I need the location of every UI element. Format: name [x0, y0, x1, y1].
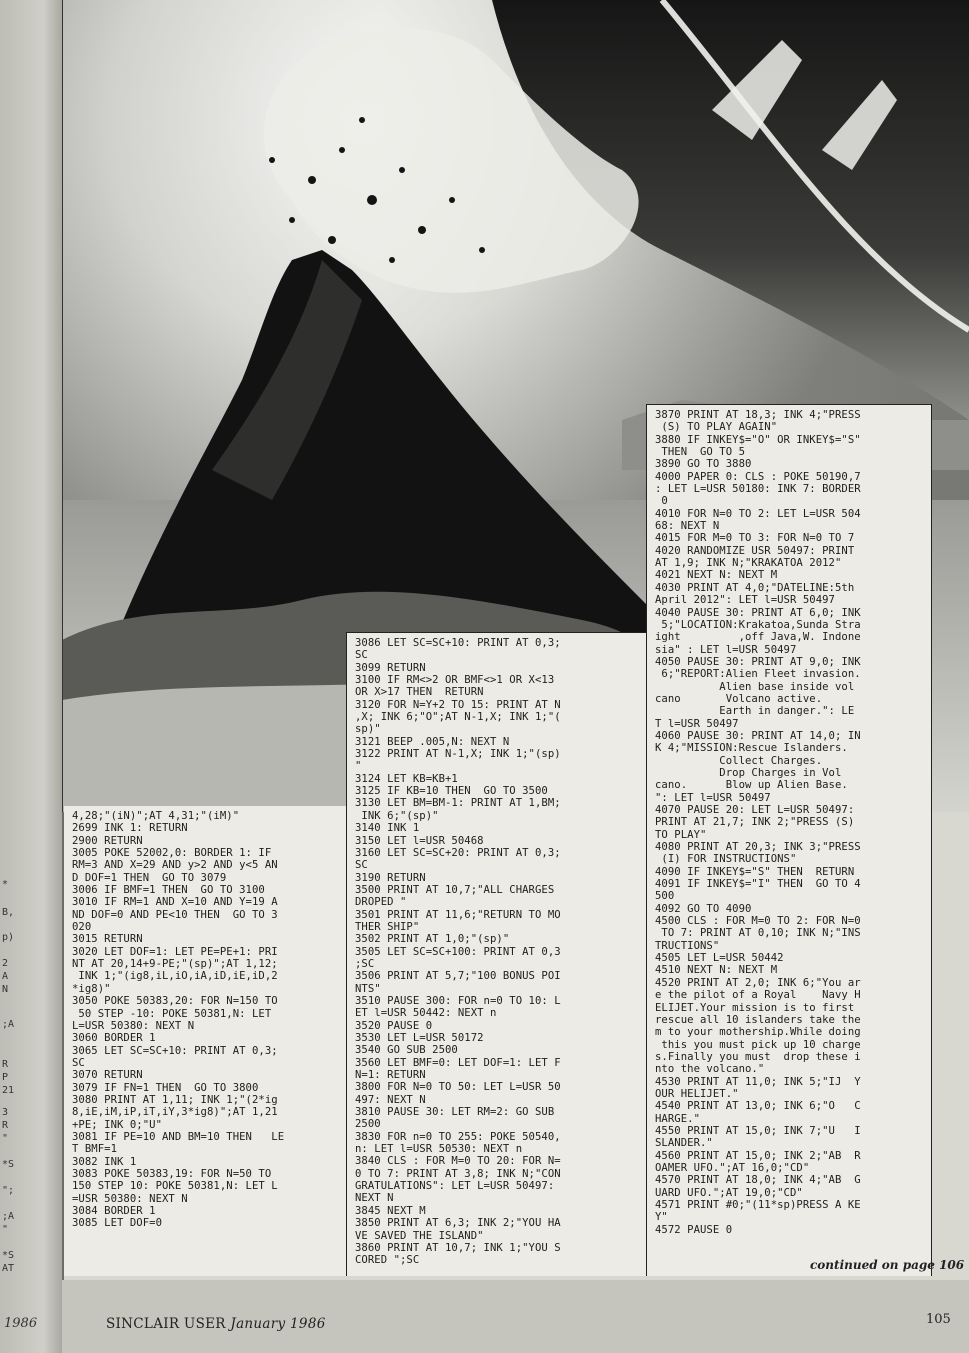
listing-line: April 2012": LET l=USR 50497	[655, 594, 835, 607]
listing-line: SC	[355, 859, 368, 872]
listing-line: 4572 PAUSE 0	[655, 1223, 733, 1236]
listing-line: this you must pick up 10 charge	[655, 1038, 861, 1051]
facing-page-fragment: 3	[2, 1107, 9, 1118]
listing-line: K 4;"MISSION:Rescue Islanders.	[655, 742, 848, 755]
listing-line: 3860 PRINT AT 10,7; INK 1;"YOU S	[355, 1241, 561, 1254]
listing-line: THEN GO TO 5	[655, 446, 745, 459]
facing-page-fragment: R	[2, 1120, 9, 1131]
listing-line: 3124 LET KB=KB+1	[355, 772, 458, 785]
listing-line: 4510 NEXT N: NEXT M	[655, 964, 778, 977]
listing-line: ;SC	[355, 957, 375, 970]
listing-line: N=1: RETURN	[355, 1069, 426, 1082]
listing-line: PRINT AT 21,7; INK 2;"PRESS (S)	[655, 816, 855, 829]
listing-line: 3050 POKE 50383,20: FOR N=150 TO	[72, 995, 278, 1008]
listing-column-left	[64, 806, 350, 1276]
listing-line: OAMER UFO.";AT 16,0;"CD"	[655, 1161, 810, 1174]
listing-line: 3085 LET DOF=0	[72, 1217, 162, 1230]
listing-column-right	[646, 404, 932, 1276]
facing-page-fragment: p)	[2, 932, 15, 943]
listing-line: 3840 CLS : FOR M=0 TO 20: FOR N=	[355, 1155, 561, 1168]
listing-line: 6;"REPORT:Alien Fleet invasion.	[655, 668, 861, 681]
listing-line: e the pilot of a Royal Navy H	[655, 989, 861, 1002]
listing-line: 020	[72, 921, 92, 934]
listing-line: 3505 LET SC=SC+100: PRINT AT 0,3	[355, 945, 561, 958]
facing-page-edge	[0, 0, 64, 1353]
listing-line: 3070 RETURN	[72, 1069, 143, 1082]
listing-line: 4090 IF INKEY$="S" THEN RETURN	[655, 865, 855, 878]
listing-line: *ig8)"	[72, 982, 111, 995]
listing-line: 4060 PAUSE 30: PRINT AT 14,0; IN	[655, 729, 861, 742]
listing-line: 3081 IF PE=10 AND BM=10 THEN LE	[72, 1130, 285, 1143]
listing-line: 3020 LET DOF=1: LET PE=PE+1: PRI	[72, 945, 278, 958]
listing-line: 3160 LET SC=SC+20: PRINT AT 0,3;	[355, 846, 561, 859]
listing-line: 4010 FOR N=0 TO 2: LET L=USR 504	[655, 507, 861, 520]
listing-line: SC	[355, 649, 368, 662]
listing-line: AT 1,9; INK N;"KRAKATOA 2012"	[655, 557, 842, 570]
listing-line: 4550 PRINT AT 15,0; INK 7;"U I	[655, 1124, 861, 1137]
listing-line: "	[355, 760, 362, 773]
facing-page-fragment: *S	[2, 1250, 15, 1261]
listing-line: 4540 PRINT AT 13,0; INK 6;"O C	[655, 1100, 861, 1113]
listing-line: 4015 FOR M=0 TO 3: FOR N=0 TO 7	[655, 532, 855, 545]
listing-column-middle	[346, 632, 648, 1276]
magazine-title: SINCLAIR USER	[106, 1316, 226, 1332]
listing-line: 4000 PAPER 0: CLS : POKE 50190,7	[655, 470, 861, 483]
listing-line: 497: NEXT N	[355, 1093, 426, 1106]
magazine-issue: January 1986	[230, 1316, 326, 1332]
listing-line: 4091 IF INKEY$="I" THEN GO TO 4	[655, 878, 861, 891]
listing-line: SLANDER."	[655, 1137, 713, 1150]
listing-line: ,X; INK 6;"O";AT N-1,X; INK 1;"(	[355, 711, 561, 724]
listing-line: T BMF=1	[72, 1143, 117, 1156]
listing-line: sia" : LET l=USR 50497	[655, 643, 797, 656]
listing-line: 3121 BEEP .005,N: NEXT N	[355, 735, 510, 748]
listing-line: 3560 LET BMF=0: LET DOF=1: LET F	[355, 1056, 561, 1069]
listing-line: OUR HELIJET."	[655, 1087, 739, 1100]
listing-line: +PE; INK 0;"U"	[72, 1118, 162, 1131]
facing-page-fragment: *S	[2, 1159, 15, 1170]
listing-line: 3150 LET l=USR 50468	[355, 834, 484, 847]
listing-line: 3015 RETURN	[72, 933, 143, 946]
listing-line: 0	[655, 495, 668, 508]
listing-line: ET l=USR 50442: NEXT n	[355, 1007, 497, 1020]
listing-line: 2900 RETURN	[72, 834, 143, 847]
listing-line: 3502 PRINT AT 1,0;"(sp)"	[355, 933, 510, 946]
listing-line: DROPED "	[355, 896, 407, 909]
listing-line: 3083 POKE 50383,19: FOR N=50 TO	[72, 1167, 272, 1180]
listing-line: 3890 GO TO 3880	[655, 458, 752, 471]
listing-line: 3100 IF RM<>2 OR BMF<>1 OR X<13	[355, 674, 555, 687]
listing-line: 4570 PRINT AT 18,0; INK 4;"AB G	[655, 1174, 861, 1187]
listing-line: OR X>17 THEN RETURN	[355, 686, 484, 699]
listing-line: TO 7: PRINT AT 0,10; INK N;"INS	[655, 927, 861, 940]
facing-page-fragment: "	[2, 1133, 9, 1144]
listing-line: 4571 PRINT #0;"(11*sp)PRESS A KE	[655, 1199, 861, 1211]
listing-line: (S) TO PLAY AGAIN"	[655, 421, 778, 434]
facing-page-fragment: P	[2, 1072, 9, 1083]
listing-line: NTS"	[355, 982, 381, 995]
listing-line: =USR 50380: NEXT N	[72, 1192, 188, 1205]
listing-line: CORED ";SC	[355, 1254, 420, 1267]
listing-line: 150 STEP 10: POKE 50381,N: LET L	[72, 1180, 278, 1193]
listing-line: Alien base inside vol	[655, 680, 855, 693]
facing-page-fragment: 2	[2, 958, 9, 969]
listing-line: 68: NEXT N	[655, 520, 720, 533]
listing-line: THER SHIP"	[355, 920, 420, 933]
listing-line: 4,28;"(iN)";AT 4,31;"(iM)"	[72, 810, 240, 822]
listing-line: VE SAVED THE ISLAND"	[355, 1229, 484, 1242]
listing-line: sp)"	[355, 723, 381, 736]
listing-line: Earth in danger.": LE	[655, 705, 855, 718]
facing-page-fragment: *	[2, 879, 9, 890]
listing-line: cano. Blow up Alien Base.	[655, 779, 848, 792]
listing-line: 3010 IF RM=1 AND X=10 AND Y=19 A	[72, 896, 278, 909]
listing-line: 3880 IF INKEY$="O" OR INKEY$="S"	[655, 433, 861, 446]
magazine-footer	[106, 1316, 326, 1332]
facing-page-fragment: "	[2, 1224, 9, 1235]
listing-line: 3530 LET L=USR 50172	[355, 1032, 484, 1044]
listing-line: 50 STEP -10: POKE 50381,N: LET	[72, 1007, 272, 1020]
listing-line: TO PLAY"	[655, 828, 707, 841]
listing-line: cano Volcano active.	[655, 692, 823, 705]
listing-line: 2699 INK 1: RETURN	[72, 822, 188, 835]
listing-line: 4505 LET L=USR 50442	[655, 952, 784, 965]
listing-line: 4530 PRINT AT 11,0; INK 5;"IJ Y	[655, 1075, 861, 1088]
page-number: 105	[926, 1312, 951, 1327]
listing-line: 3082 INK 1	[72, 1155, 137, 1168]
listing-line: Collect Charges.	[655, 754, 823, 767]
listing-line: Drop Charges in Vol	[655, 766, 842, 779]
listing-line: 3086 LET SC=SC+10: PRINT AT 0,3;	[355, 637, 561, 649]
listing-line: 3060 BORDER 1	[72, 1032, 156, 1045]
listing-line: n: LET l=USR 50530: NEXT n	[355, 1143, 523, 1156]
facing-page-fragment: ";	[2, 1185, 15, 1196]
listing-line: INK 1;"(ig8,iL,iO,iA,iD,iE,iD,2	[72, 970, 278, 983]
listing-line: 0 TO 7: PRINT AT 3,8; INK N;"CON	[355, 1167, 561, 1180]
listing-line: HARGE."	[655, 1112, 700, 1125]
listing-line: s.Finally you must drop these i	[655, 1050, 861, 1063]
listing-line: 3190 RETURN	[355, 871, 426, 884]
listing-line: L=USR 50380: NEXT N	[72, 1019, 195, 1032]
listing-line: 3810 PAUSE 30: LET RM=2: GO SUB	[355, 1106, 555, 1119]
listing-line: 3850 PRINT AT 6,3; INK 2;"YOU HA	[355, 1217, 561, 1230]
listing-line: : LET L=USR 50180: INK 7: BORDER	[655, 483, 861, 496]
listing-line: UARD UFO.";AT 19,0;"CD"	[655, 1186, 803, 1199]
listing-line: ND DOF=0 AND PE<10 THEN GO TO 3	[72, 908, 278, 921]
listing-line: 4070 PAUSE 20: LET L=USR 50497:	[655, 804, 855, 816]
listing-line: NT AT 20,14+9-PE;"(sp)";AT 1,12;	[72, 958, 278, 971]
facing-page-fragment: N	[2, 984, 9, 995]
listing-line: 4030 PRINT AT 4,0;"DATELINE:5th	[655, 581, 855, 594]
facing-page-fragment: AT	[2, 1263, 15, 1274]
listing-line: 3500 PRINT AT 10,7;"ALL CHARGES	[355, 883, 555, 896]
listing-line: 5;"LOCATION:Krakatoa,Sunda Stra	[655, 618, 861, 631]
listing-line: ": LET l=USR 50497	[655, 791, 771, 804]
listing-line: 4020 RANDOMIZE USR 50497: PRINT	[655, 544, 855, 557]
listing-line: ight ,off Java,W. Indone	[655, 631, 861, 644]
listing-line: SC	[72, 1056, 85, 1069]
listing-line: 3122 PRINT AT N-1,X; INK 1;"(sp)	[355, 748, 561, 761]
listing-line: 3099 RETURN	[355, 661, 426, 674]
listing-line: Y"	[655, 1211, 668, 1224]
listing-line: GRATULATIONS": LET L=USR 50497:	[355, 1180, 555, 1193]
listing-line: 3065 LET SC=SC+10: PRINT AT 0,3;	[72, 1044, 278, 1057]
listing-line: 3510 PAUSE 300: FOR n=0 TO 10: L	[355, 994, 561, 1007]
listing-line: 8,iE,iM,iP,iT,iY,3*ig8)";AT 1,21	[72, 1106, 278, 1119]
listing-line: TRUCTIONS"	[655, 939, 720, 952]
listing-line: 3084 BORDER 1	[72, 1205, 156, 1217]
facing-page-fragment: ;A	[2, 1019, 15, 1030]
listing-line: 4092 GO TO 4090	[655, 902, 752, 915]
listing-line: D DOF=1 THEN GO TO 3079	[72, 871, 227, 884]
listing-line: 4080 PRINT AT 20,3; INK 3;"PRESS	[655, 841, 861, 854]
listing-line: 4500 CLS : FOR M=0 TO 2: FOR N=0	[655, 915, 861, 928]
listing-line: INK 6;"(sp)"	[355, 809, 439, 822]
listing-line: (I) FOR INSTRUCTIONS"	[655, 853, 797, 866]
facing-page-fragment: A	[2, 971, 9, 982]
listing-line: 3501 PRINT AT 11,6;"RETURN TO MO	[355, 908, 561, 921]
listing-line: 4050 PAUSE 30: PRINT AT 9,0; INK	[655, 655, 861, 668]
facing-page-fragment: 21	[2, 1085, 15, 1096]
listing-line: 3130 LET BM=BM-1: PRINT AT 1,BM;	[355, 797, 561, 810]
listing-line: 3870 PRINT AT 18,3; INK 4;"PRESS	[655, 409, 861, 421]
facing-page-fragment: ;A	[2, 1211, 15, 1222]
listing-line: nto the volcano."	[655, 1063, 765, 1076]
listing-line: 500	[655, 890, 675, 903]
listing-line: 3080 PRINT AT 1,11; INK 1;"(2*ig	[72, 1093, 278, 1106]
listing-line: 3079 IF FN=1 THEN GO TO 3800	[72, 1081, 259, 1094]
listing-line: 4520 PRINT AT 2,0; INK 6;"You ar	[655, 976, 861, 989]
facing-page-fragment: R	[2, 1059, 9, 1070]
listing-line: 4021 NEXT N: NEXT M	[655, 569, 778, 582]
listing-line: 4560 PRINT AT 15,0; INK 2;"AB R	[655, 1149, 861, 1162]
listing-line: 3006 IF BMF=1 THEN GO TO 3100	[72, 884, 265, 897]
listing-line: 3830 FOR n=0 TO 255: POKE 50540,	[355, 1130, 561, 1143]
listing-line: T l=USR 50497	[655, 717, 739, 730]
facing-page-fragment: B,	[2, 907, 15, 918]
listing-line: 3845 NEXT M	[355, 1204, 426, 1217]
listing-line: 3506 PRINT AT 5,7;"100 BONUS POI	[355, 970, 561, 983]
listing-line: 3125 IF KB=10 THEN GO TO 3500	[355, 785, 548, 798]
listing-line: 3800 FOR N=0 TO 50: LET L=USR 50	[355, 1081, 561, 1094]
facing-page-year: 1986	[4, 1316, 38, 1331]
listing-line: 2500	[355, 1118, 381, 1131]
listing-line: RM=3 AND X=29 AND y>2 AND y<5 AN	[72, 859, 278, 872]
continued-note: continued on page 106	[810, 1258, 965, 1272]
listing-line: 3140 INK 1	[355, 822, 420, 835]
listing-line: 4040 PAUSE 30: PRINT AT 6,0; INK	[655, 606, 861, 619]
listing-line: m to your mothership.While doing	[655, 1026, 861, 1039]
listing-line: 3540 GO SUB 2500	[355, 1044, 458, 1057]
listing-line: rescue all 10 islanders take the	[655, 1013, 861, 1026]
listing-line: 3005 POKE 52002,0: BORDER 1: IF	[72, 847, 272, 860]
listing-line: 3120 FOR N=Y+2 TO 15: PRINT AT N	[355, 698, 561, 711]
listing-line: ELIJET.Your mission is to first	[655, 1001, 855, 1014]
listing-line: 3520 PAUSE 0	[355, 1019, 433, 1032]
listing-line: NEXT N	[355, 1192, 394, 1205]
